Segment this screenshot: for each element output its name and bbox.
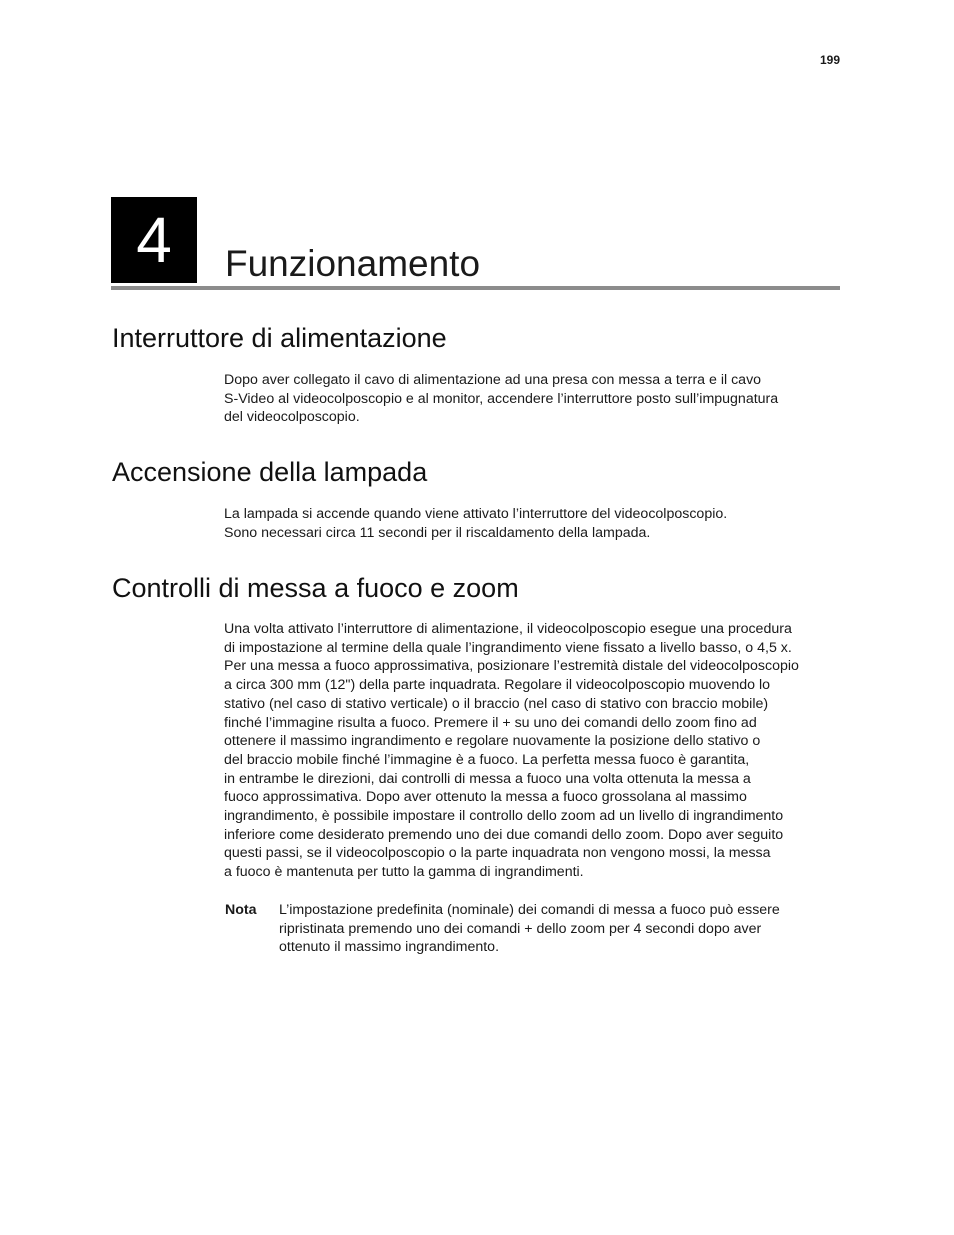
chapter-number-box: 4 xyxy=(111,197,197,283)
paragraph-line: Sono necessari circa 11 secondi per il riscaldamento della lampada. xyxy=(224,524,651,541)
paragraph-line: Per una messa a fuoco approssimativa, posizionare l’estremità distale del videocolposcopio xyxy=(224,658,799,675)
paragraph-line: inferiore come desiderato premendo uno dei due comandi dello zoom. Dopo aver seguito xyxy=(224,826,784,843)
paragraph-line: del braccio mobile finché l’immagine è a fuoco. La perfetta messa fuoco è garantita, xyxy=(224,751,750,768)
paragraph-line: a circa 300 mm (12") della parte inquadrata. Regolare il videocolposcopio muovendo lo xyxy=(224,677,771,694)
note-label: Nota xyxy=(225,902,257,918)
note-text xyxy=(279,901,780,957)
paragraph-line: ottenere il massimo ingrandimento e regolare nuovamente la posizione dello stativo o xyxy=(224,733,761,750)
paragraph-line: a fuoco è mantenuta per tutto la gamma di ingrandimenti. xyxy=(224,864,584,881)
paragraph-line: finché l’immagine risulta a fuoco. Premere il + su uno dei comandi dello zoom fino ad xyxy=(224,714,757,731)
paragraph-line: S-Video al videocolposcopio e al monitor, accendere l’interruttore posto sull’impugnatura xyxy=(224,390,779,407)
note-line: L’impostazione predefinita (nominale) dei comandi di messa a fuoco può essere xyxy=(279,902,780,918)
page-number: 199 xyxy=(819,53,840,67)
paragraph-line: questi passi, se il videocolposcopio o la parte inquadrata non vengono mossi, la messa xyxy=(224,845,771,862)
paragraph-line: fuoco approssimativa. Dopo aver ottenuto la messa a fuoco grossolana al massimo xyxy=(224,789,747,806)
paragraph-line: Dopo aver collegato il cavo di alimentazione ad una presa con messa a terra e il cavo xyxy=(224,372,762,388)
paragraph-line: ingrandimento, è possibile impostare il controllo dello zoom ad un livello di ingrandimento xyxy=(224,808,784,825)
section-heading-lamp: Accensione della lampada xyxy=(112,457,428,487)
chapter-rule xyxy=(111,286,840,290)
paragraph-line: di impostazione al termine della quale l’ingrandimento viene fissato a livello basso, o 4,5 x. xyxy=(224,639,792,656)
chapter-title: Funzionamento xyxy=(225,243,481,284)
section-heading-power-switch: Interruttore di alimentazione xyxy=(112,323,447,353)
paragraph-line: del videocolposcopio. xyxy=(224,409,360,426)
paragraph-line: in entrambe le direzioni, dai controlli di messa a fuoco una volta ottenuta la messa a xyxy=(224,770,751,787)
section-heading-focus-zoom: Controlli di messa a fuoco e zoom xyxy=(112,573,519,603)
note-line: ottenuto il massimo ingrandimento. xyxy=(279,939,500,956)
paragraph-line: Una volta attivato l’interruttore di alimentazione, il videocolposcopio esegue una procedura xyxy=(224,621,792,637)
paragraph-line: La lampada si accende quando viene attivato l’interruttore del videocolposcopio. xyxy=(224,506,728,522)
section-paragraph-power-switch xyxy=(224,371,778,427)
note-line: ripristinata premendo uno dei comandi + dello zoom per 4 secondi dopo aver xyxy=(279,920,762,937)
section-paragraph-focus-zoom xyxy=(224,620,799,882)
section-paragraph-lamp xyxy=(224,505,727,542)
paragraph-line: stativo (nel caso di stativo verticale) o il braccio (nel caso di stativo con braccio mobile) xyxy=(224,695,769,712)
